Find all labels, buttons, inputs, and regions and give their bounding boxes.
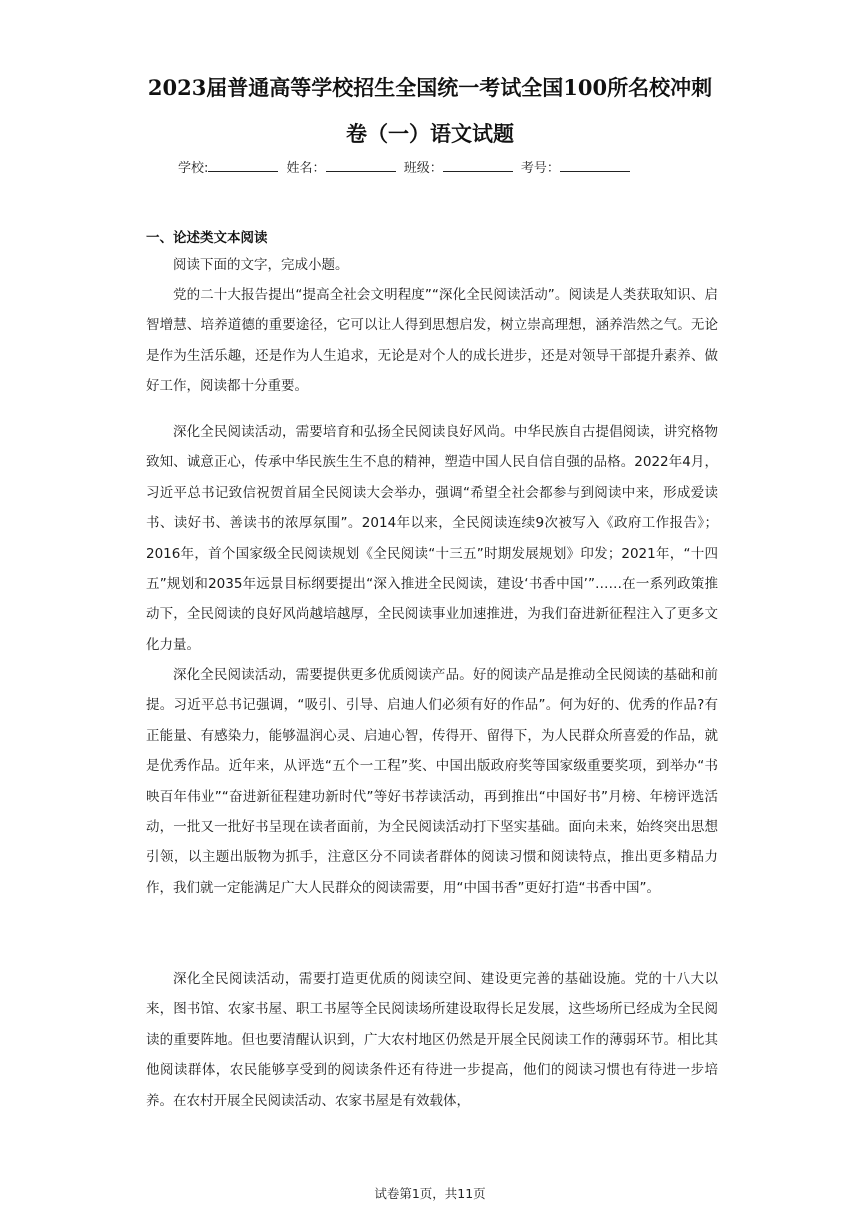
exam-title-line2: 卷（一）语文试题	[346, 121, 514, 146]
student-info-fields	[178, 157, 718, 176]
exam-number-blank	[560, 159, 630, 172]
section-heading: 一、论述类文本阅读	[146, 230, 268, 246]
passage-paragraph-1: 党的二十大报告提出“提高全社会文明程度”“深化全民阅读活动”。阅读是人类获取知识、启智增慧、培养道德的重要途径，它可以让人得到思想启发，树立崇高理想，涵养浩然之气。无论是作为生活乐趣，还是作为人生追求，无论是对个人的成长进步，还是对领导干部提升素养、做好工作，阅读都十分重要。	[146, 287, 718, 395]
school-label: 学校:	[178, 161, 209, 176]
class-label: 班级：	[403, 161, 443, 176]
passage-paragraph-3: 深化全民阅读活动，需要提供更多优质阅读产品。好的阅读产品是推动全民阅读的基础和前提。习近平总书记强调，“吸引、引导、启迪人们必须有好的作品”。何为好的、优秀的作品?有正能量、有感染力，能够温润心灵、启迪心智，传得开、留得下，为人民群众所喜爱的作品，就是优秀作品。近年来，从评选“五个一工程”奖、中国出版政府奖等国家级重要奖项，到举办“书映百年伟业”“奋进新征程建功新时代”等好书荐读活动，再到推出“中国好书”月榜、年榜评选活动，一批又一批好书呈现在读者面前，为全民阅读活动打下坚实基础。面向未来，始终突出思想引领，以主题出版物为抓手，注意区分不同读者群体的阅读习惯和阅读特点，推出更多精品力作，我们就一定能满足广大人民群众的阅读需要，用“中国书香”更好打造“书香中国”。	[146, 667, 718, 896]
name-blank	[326, 159, 396, 172]
school-blank	[208, 159, 278, 172]
page-footer: 试卷第1页，共11页	[374, 1186, 486, 1201]
section-instruction: 阅读下面的文字，完成小题。	[173, 257, 349, 273]
exam-number-label: 考号：	[520, 161, 560, 176]
passage-paragraph-4: 深化全民阅读活动，需要打造更优质的阅读空间、建设更完善的基础设施。党的十八大以来，图书馆、农家书屋、职工书屋等全民阅读场所建设取得长足发展，这些场所已经成为全民阅读的重要阵地。但也要清醒认识到，广大农村地区仍然是开展全民阅读工作的薄弱环节。相比其他阅读群体，农民能够享受到的阅读条件还有待进一步提高，他们的阅读习惯也有待进一步培养。在农村开展全民阅读活动、农家书屋是有效载体，	[146, 971, 718, 1109]
exam-title-line1: 2023届普通高等学校招生全国统一考试全国100所名校冲刺	[147, 75, 713, 100]
class-blank	[443, 159, 513, 172]
passage-paragraph-2: 深化全民阅读活动，需要培育和弘扬全民阅读良好风尚。中华民族自古提倡阅读，讲究格物致知、诚意正心，传承中华民族生生不息的精神，塑造中国人民自信自强的品格。2022年4月，习近平总书记致信祝贺首届全民阅读大会举办，强调“希望全社会都参与到阅读中来，形成爱读书、读好书、善读书的浓厚氛围”。2014年以来，全民阅读连续9次被写入《政府工作报告》；2016年，首个国家级全民阅读规划《全民阅读“十三五”时期发展规划》印发；2021年，“十四五”规划和2035年远景目标纲要提出“深入推进全民阅读，建设‘书香中国’”……在一系列政策推动下，全民阅读的良好风尚越培越厚，全民阅读事业加速推进，为我们奋进新征程注入了更多文化力量。	[146, 424, 718, 653]
name-label: 姓名：	[286, 161, 326, 176]
